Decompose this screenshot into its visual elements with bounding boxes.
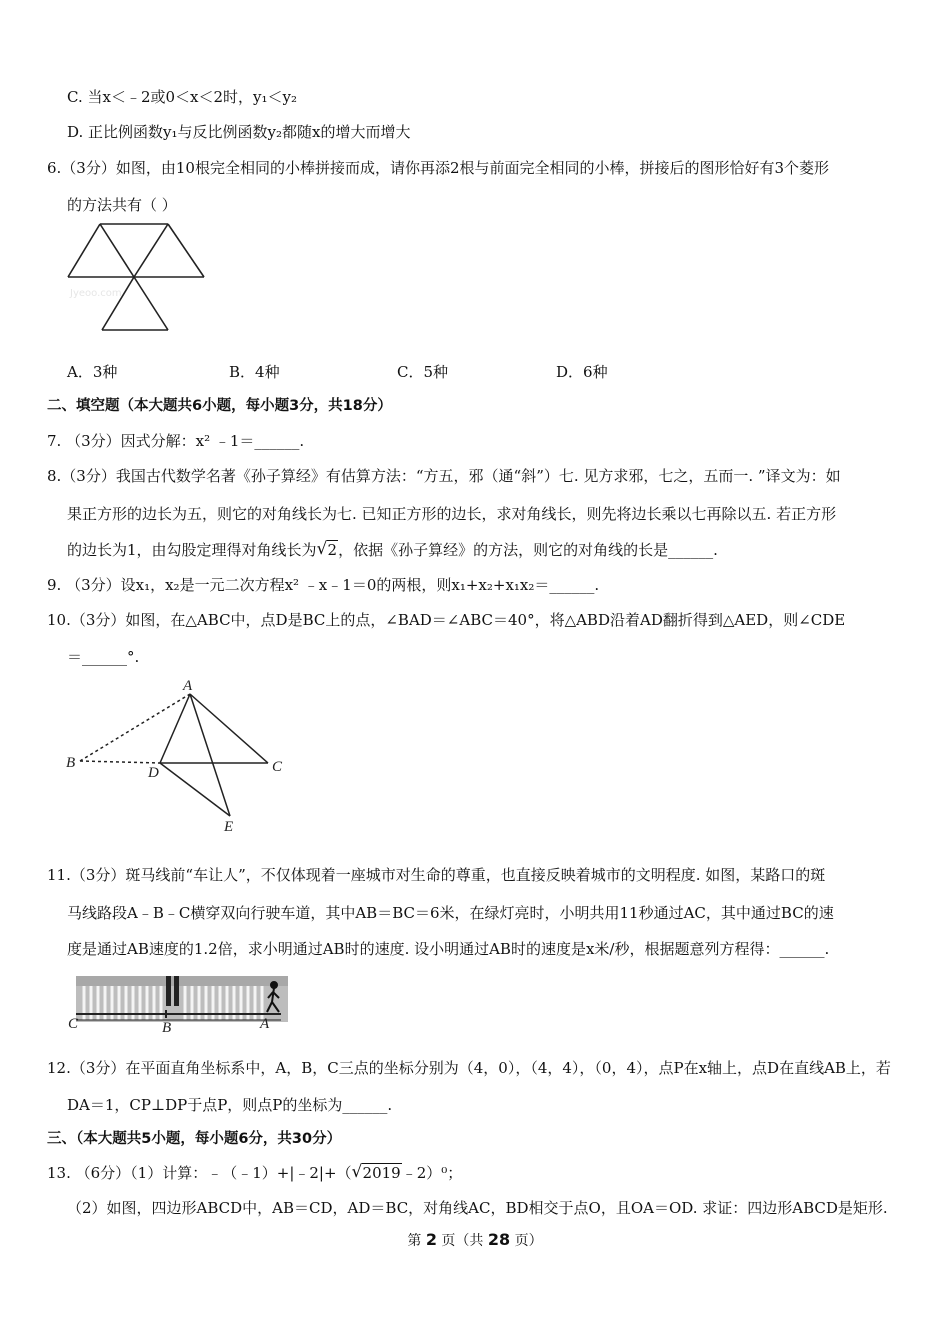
label-E: E bbox=[224, 819, 234, 835]
q8-line3 bbox=[67, 539, 718, 561]
q7: 7. （3分）因式分解：x² ﹣1＝______. bbox=[47, 432, 305, 450]
stick bbox=[168, 224, 204, 277]
label-A: A bbox=[183, 678, 193, 694]
segment-BD bbox=[80, 761, 160, 763]
footer-prefix: 第 bbox=[407, 1233, 426, 1249]
page-number: 2 bbox=[425, 1230, 437, 1249]
page-footer bbox=[0, 1229, 950, 1252]
label-B: B bbox=[162, 1020, 172, 1036]
label-A: A bbox=[260, 1016, 270, 1032]
label-B: B bbox=[66, 755, 76, 771]
footer-suffix: 页） bbox=[510, 1233, 543, 1249]
q11-line2: 马线路段A﹣B﹣C横穿双向行驶车道，其中AB＝BC＝6米，在绿灯亮时，小明共用11秒通过AC，其中通过BC的速 bbox=[67, 904, 834, 922]
q10-line1: 10.（3分）如图，在△ABC中，点D是BC上的点，∠BAD＝∠ABC＝40°，将△ABD沿着AD翻折得到△AED，则∠CDE bbox=[47, 611, 846, 629]
q13-line2: （2）如图，四边形ABCD中，AB＝CD，AD＝BC，对角线AC，BD相交于点O，且OA＝OD. 求证：四边形ABCD是矩形. bbox=[67, 1199, 888, 1217]
stick bbox=[102, 277, 134, 330]
q8-radicand: 2 bbox=[327, 541, 338, 559]
q8-line1: 8.（3分）我国古代数学名著《孙子算经》有估算方法：“方五，邪（通“斜”）七. 见方求邪，七之，五而一. ”译文为：如 bbox=[47, 467, 841, 485]
q6-stem-line2: 的方法共有（ ） bbox=[67, 196, 177, 214]
q13-radicand: 2019 bbox=[362, 1164, 401, 1182]
q6-option-a: A．3种 bbox=[67, 363, 118, 381]
label-C: C bbox=[272, 759, 283, 775]
segment-BA bbox=[80, 694, 190, 761]
q6-matchstick-figure bbox=[62, 222, 212, 334]
label-D: D bbox=[148, 765, 159, 781]
q5-option-c: C. 当x＜﹣2或0＜x＜2时，y₁＜y₂ bbox=[67, 88, 298, 106]
stick bbox=[134, 277, 168, 330]
q6-option-d: D．6种 bbox=[556, 363, 608, 381]
q13-line1-b: ﹣2）⁰； bbox=[401, 1164, 463, 1182]
q11-crosswalk-figure bbox=[66, 972, 290, 1034]
q13-line1 bbox=[47, 1162, 462, 1184]
segment-DE bbox=[160, 763, 230, 816]
watermark: Jyeoo.com bbox=[70, 288, 122, 299]
q5-option-d: D. 正比例函数y₁与反比例函数y₂都随x的增大而增大 bbox=[67, 123, 411, 141]
total-pages: 28 bbox=[487, 1230, 511, 1249]
sqrt-symbol: √ 2019 bbox=[351, 1162, 401, 1182]
segment-AD bbox=[160, 694, 190, 763]
section-title-fill-blank: 二、填空题（本大题共6小题，每小题3分，共18分） bbox=[47, 398, 392, 414]
q11-line1: 11.（3分）斑马线前“车让人”，不仅体现着一座城市对生命的尊重，也直接反映着城市的文明程度. 如图，某路口的斑 bbox=[47, 866, 826, 884]
q13-line1-a: 13. （6分）（1）计算：﹣（﹣1）+|﹣2|+（ bbox=[47, 1164, 352, 1182]
q12-line1: 12.（3分）在平面直角坐标系中，A，B，C三点的坐标分别为（4，0），（4，4），（0，4），点P在x轴上，点D在直线AB上，若 bbox=[47, 1059, 891, 1077]
sqrt-symbol: √ 2 bbox=[316, 539, 338, 559]
q12-line2: DA＝1，CP⊥DP于点P，则点P的坐标为______. bbox=[67, 1096, 393, 1114]
q6-option-b: B．4种 bbox=[229, 363, 280, 381]
median-divider bbox=[166, 976, 171, 1006]
section-title-part3: 三、（本大题共5小题，每小题6分，共30分） bbox=[47, 1131, 342, 1147]
stick bbox=[100, 224, 134, 277]
q9: 9. （3分）设x₁，x₂是一元二次方程x² ﹣x﹣1＝0的两根，则x₁+x₂+x₁x₂＝______. bbox=[47, 576, 600, 594]
q6-option-c: C．5种 bbox=[397, 363, 449, 381]
q8-line3-b: ，依据《孙子算经》的方法，则它的对角线的长是______. bbox=[338, 541, 718, 559]
label-C: C bbox=[68, 1016, 79, 1032]
q10-triangle-figure bbox=[60, 676, 300, 836]
q6-stem-line1: 6.（3分）如图，由10根完全相同的小棒拼接而成，请你再添2根与前面完全相同的小棒，拼接后的图形恰好有3个菱形 bbox=[47, 159, 830, 177]
q8-line2: 果正方形的边长为五，则它的对角线长为七. 已知正方形的边长，求对角线长，则先将边长乘以七再除以五. 若正方形 bbox=[67, 505, 837, 523]
q10-line2: ＝______°. bbox=[67, 648, 140, 666]
stick bbox=[68, 224, 100, 277]
footer-middle: 页（共 bbox=[436, 1233, 488, 1249]
q8-line3-a: 的边长为1，由勾股定理得对角线长为 bbox=[67, 541, 317, 559]
stick bbox=[134, 224, 168, 277]
q11-line3: 度是通过AB速度的1.2倍，求小明通过AB时的速度. 设小明通过AB时的速度是x米/秒，根据题意列方程得：______. bbox=[67, 940, 830, 958]
